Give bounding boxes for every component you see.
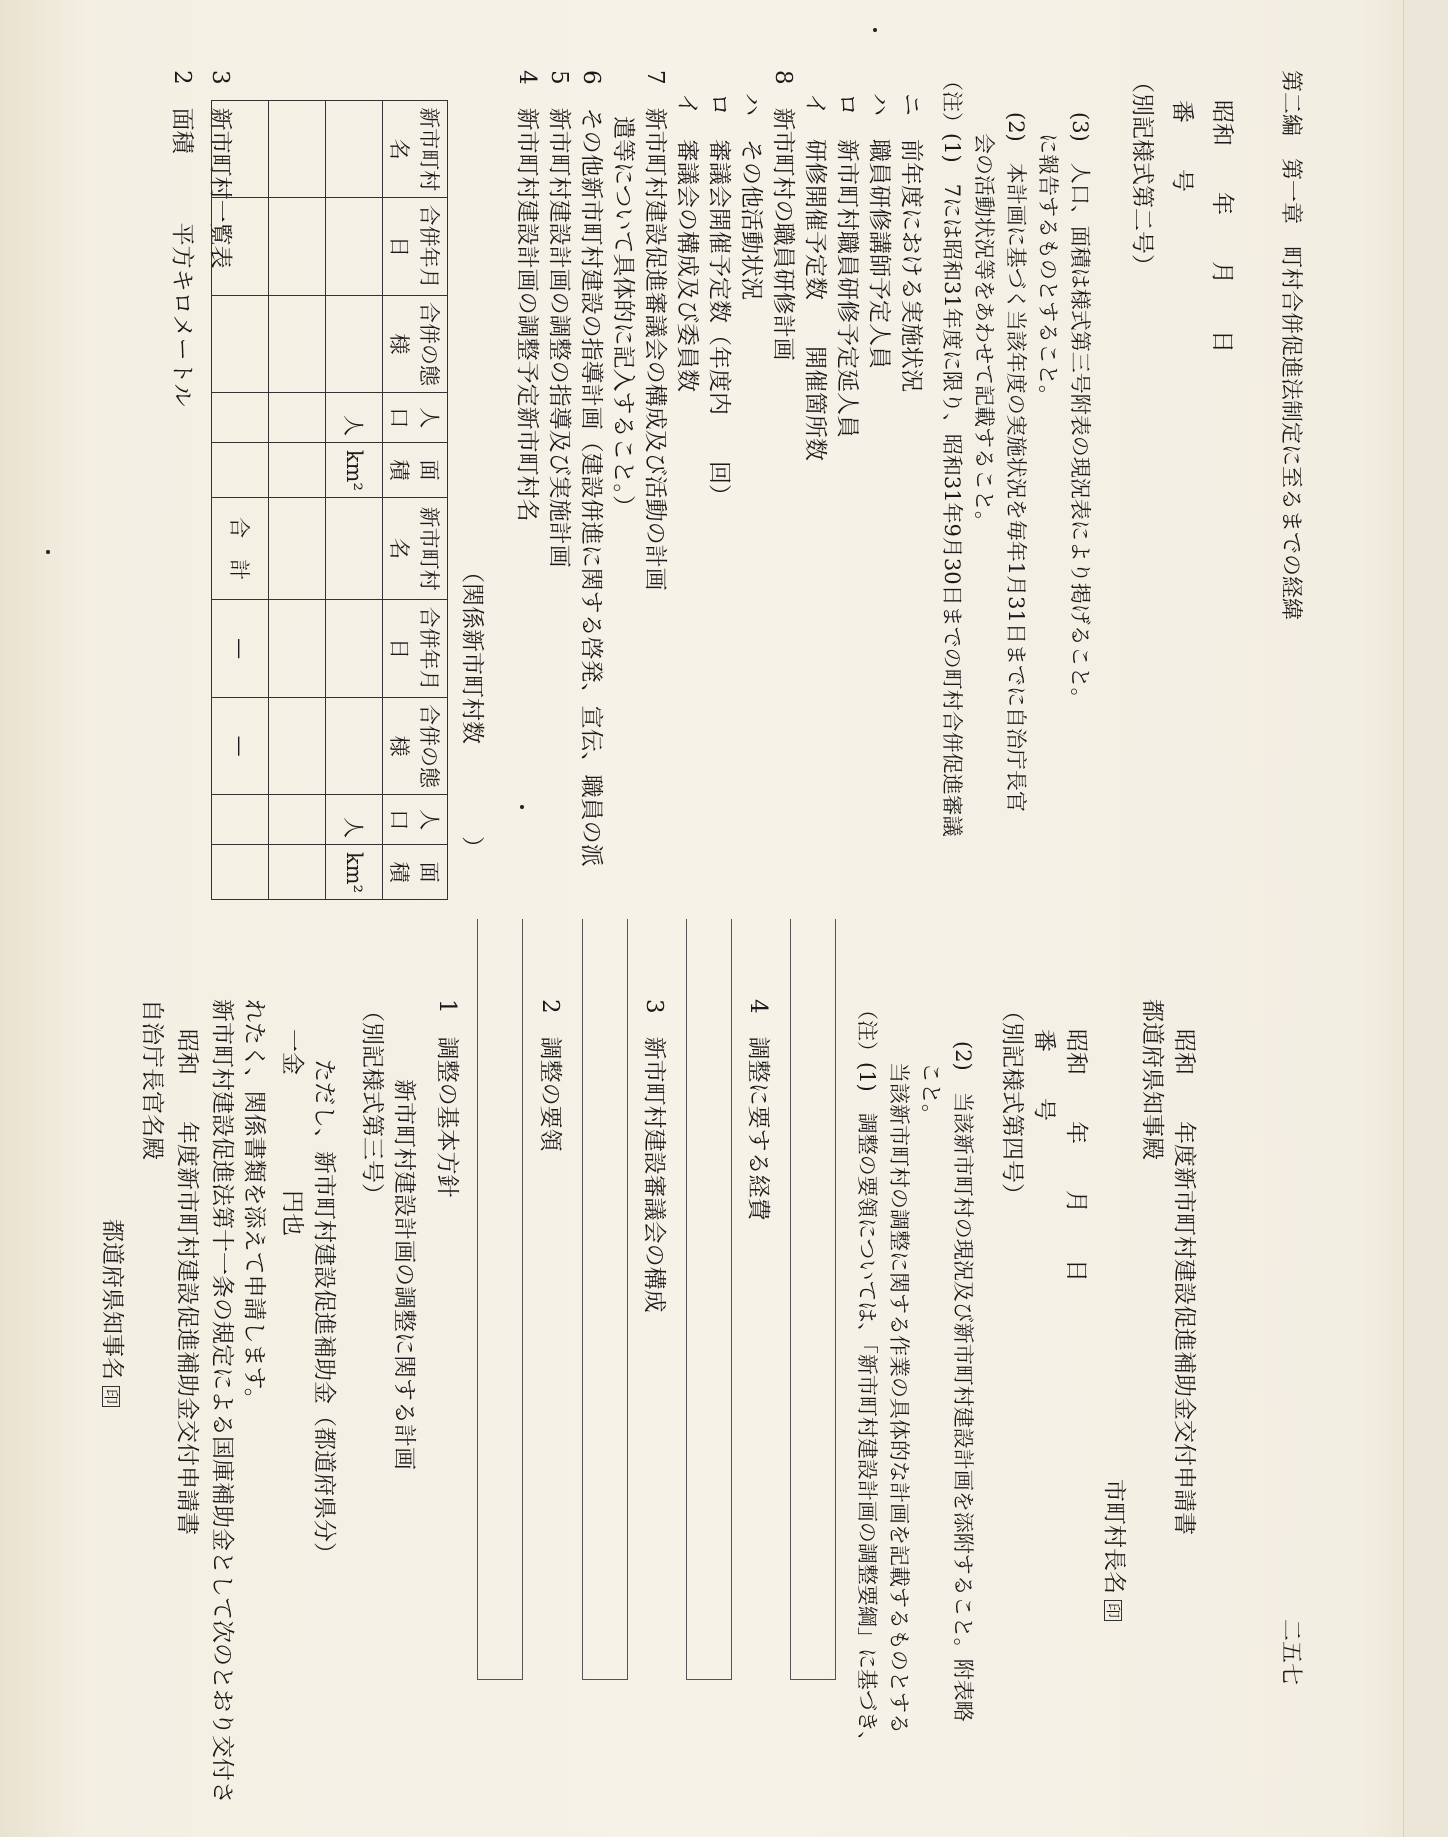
item-5: 5 新市町村建設計画の調整の指導及び実施計画 <box>546 70 572 568</box>
note-1: （注）(1) 7には昭和31年度に限り、昭和31年9月30日までの町村合併促進審議 <box>940 70 964 837</box>
unit-people-b: 人 <box>326 795 383 845</box>
th-type-b: 合併の態様 <box>383 697 448 794</box>
form-2-label: （別記様式第二号） <box>1129 70 1155 277</box>
right-page-half <box>0 919 1448 1837</box>
related-count: （関係新市町村数 ） <box>459 560 485 859</box>
note-1-cont: 会の活動状況等をあわせて記載すること。 <box>972 70 996 532</box>
th-type-a: 合併の態様 <box>383 295 448 392</box>
section-4-box <box>790 919 836 1680</box>
section-2: 2 調整の要領 <box>537 999 563 1152</box>
form-4-date: 昭和 年 月 日 <box>1063 1029 1089 1282</box>
item-8-ro: ロ 新市町村職員研修予定延人員 <box>834 70 860 438</box>
section-1-box <box>477 919 523 1680</box>
unit-area-a: km² <box>326 443 383 498</box>
total-dash-2: — <box>212 697 269 794</box>
form-4-title: 昭和 年度新市町村建設促進補助金交付申請書 <box>1171 1029 1197 1535</box>
right-note-1-cont2: こと。 <box>919 999 943 1125</box>
governor-addressee: 都道府県知事殿 <box>1139 999 1165 1160</box>
page-footer: 第二編 第一章 町村合併促進法制定に至るまでの経緯 <box>1278 70 1303 621</box>
th-name-b: 新市町村名 <box>383 497 448 600</box>
item-6-cont: 遣等について具体的に記入すること。） <box>610 70 636 519</box>
section-2-box <box>582 919 628 1680</box>
governor-name-top: 都道府県知事名印 <box>96 1219 128 1407</box>
total-label: 合 計 <box>212 497 269 600</box>
body-line-2: れたく、関係書類を添えて申請します。 <box>241 999 267 1411</box>
th-date-b: 合併年月日 <box>383 600 448 697</box>
th-date-a: 合併年月日 <box>383 198 448 295</box>
seal-mark: 印 <box>102 1386 120 1407</box>
item-7-ro: ロ 審議会開催予定数（年度内 回） <box>706 70 732 507</box>
total-dash-1: — <box>212 600 269 697</box>
form-3-label: （別記様式第三号） <box>359 999 385 1206</box>
th-pop-a: 人口 <box>383 393 448 443</box>
item-8-ni: ニ 前年度における実施状況 <box>898 70 924 392</box>
item-8: 8 新市町村の職員研修計画 <box>770 70 796 361</box>
unit-people-a: 人 <box>326 393 383 443</box>
item-6: 6 その他新市町村建設の指導計画（建設併進に関する啓発、宣伝、職員の派 <box>578 70 604 867</box>
unit-area-b: km² <box>326 845 383 900</box>
right-note-2: (2) 当該新市町村の現況及び新市町村建設計画を添附すること。附表略 <box>951 999 975 1722</box>
th-area-b: 面積 <box>383 845 448 900</box>
section-1: 1 調整の基本方針 <box>434 999 460 1198</box>
item-8-ha: ハ 職員研修講師予定人員 <box>866 70 892 369</box>
form-title: 昭和 年度新市町村建設促進補助金交付申請書 <box>174 1029 200 1535</box>
speck <box>46 550 50 554</box>
plan-title: 新市町村建設計画の調整に関する計画 <box>391 1079 417 1470</box>
right-note-1-cont: 当該新市町村の調整に関する作業の具体的な計画を記載するものとする <box>887 999 911 1734</box>
seal-mark-2: 印 <box>1104 1600 1122 1621</box>
form-2-number: 番 号 <box>1169 100 1195 192</box>
item-7-i: イ 審議会の構成及び委員数 <box>674 70 700 392</box>
page-number: 二五七 <box>1278 1619 1303 1686</box>
addressee: 自治庁長官名殿 <box>139 999 165 1160</box>
item-7-ha: ハ その他活動状況 <box>738 70 764 300</box>
section-4: 4 調整に要する経費 <box>745 999 771 1221</box>
item-7: 7 新市町村建設促進審議会の構成及び活動の計画 <box>642 70 668 591</box>
form-2-date: 昭和 年 月 日 <box>1209 100 1235 353</box>
amount-line: 一金 円也 <box>279 1029 305 1236</box>
section-3-box <box>686 919 732 1680</box>
speck <box>520 805 524 809</box>
mayor-name: 市町村長名印 <box>1098 1479 1130 1621</box>
item-4: 4 新市町村建設計画の調整予定新市町村名 <box>514 70 540 522</box>
th-area-a: 面積 <box>383 443 448 498</box>
area-line: 2 面積 平方キロメートル <box>169 70 195 407</box>
item-8-i: イ 研修開催予定数 開催箇所数 <box>802 70 828 461</box>
municipality-table <box>211 100 448 900</box>
note-2-cont: に報告するものとすること。 <box>1036 70 1060 406</box>
th-pop-b: 人口 <box>383 795 448 845</box>
speck <box>873 28 877 32</box>
form-4-number: 番 号 <box>1031 1029 1057 1121</box>
proviso-line: ただし、新市町村建設促進補助金（都道府県分） <box>311 1059 337 1565</box>
note-3: (3) 人口、面積は様式第三号附表の現況表により掲げること。 <box>1068 70 1092 709</box>
form-4-label: （別記様式第四号） <box>999 999 1025 1206</box>
right-note-1: （注）(1) 調整の要領については、「新市町村建設計画の調整要綱」に基づき、 <box>855 999 879 1752</box>
section-3: 3 新市町村建設審議会の構成 <box>641 999 667 1313</box>
left-page-half <box>0 0 1448 918</box>
note-2: (2) 本計画に基づく当該年度の実施状況を毎年1月31日までに自治庁長官 <box>1004 70 1028 812</box>
th-name-a: 新市町村名 <box>383 101 448 198</box>
list-title: 3 新市町村一覧表 <box>207 70 233 269</box>
body-line-1: 新市町村建設促進法第十一条の規定による国庫補助金として次のとおり交付さ <box>209 999 235 1804</box>
